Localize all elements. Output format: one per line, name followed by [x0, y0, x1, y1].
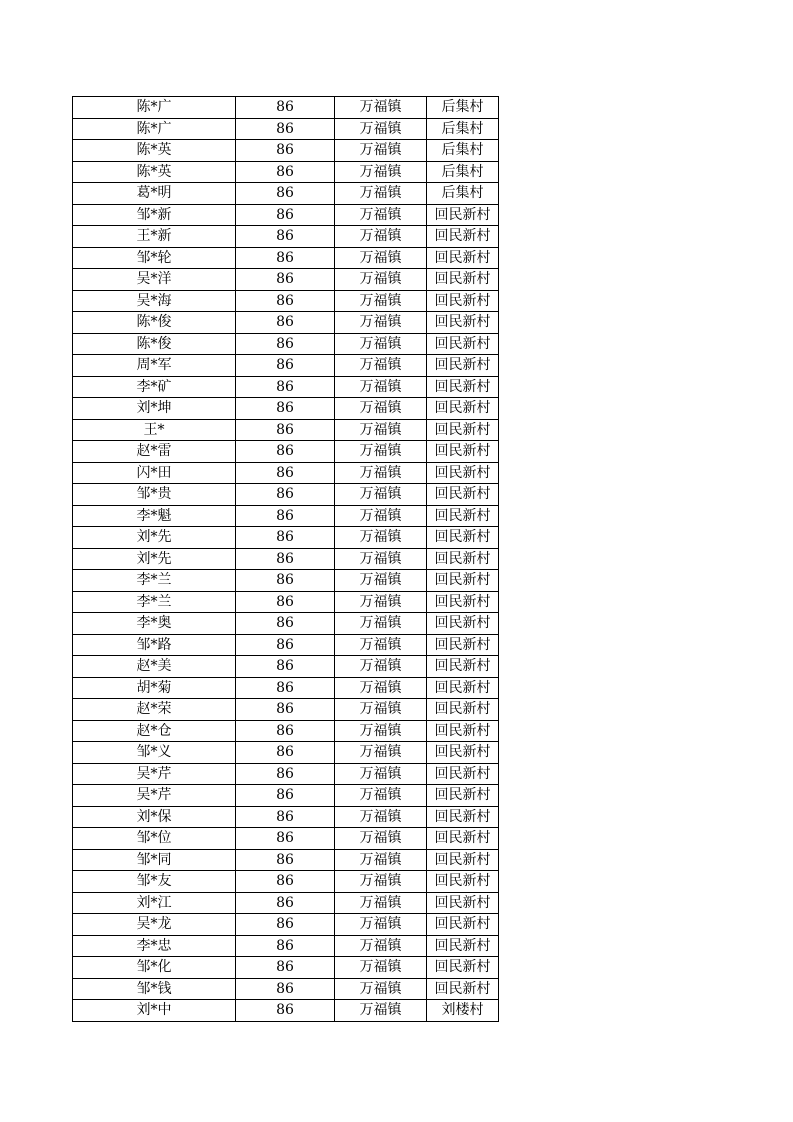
town-cell: 万福镇: [335, 97, 427, 119]
amount-cell: 86: [236, 312, 335, 334]
amount-cell: 86: [236, 785, 335, 807]
name-cell: 李*魁: [73, 505, 236, 527]
amount-cell: 86: [236, 570, 335, 592]
town-cell: 万福镇: [335, 183, 427, 205]
amount-cell: 86: [236, 161, 335, 183]
town-cell: 万福镇: [335, 376, 427, 398]
town-cell: 万福镇: [335, 763, 427, 785]
town-cell: 万福镇: [335, 161, 427, 183]
amount-cell: 86: [236, 957, 335, 979]
town-cell: 万福镇: [335, 871, 427, 893]
village-cell: 回民新村: [427, 613, 499, 635]
village-cell: 回民新村: [427, 892, 499, 914]
village-cell: 回民新村: [427, 355, 499, 377]
amount-cell: 86: [236, 118, 335, 140]
town-cell: 万福镇: [335, 720, 427, 742]
table-row: [73, 957, 499, 979]
amount-cell: 86: [236, 140, 335, 162]
table-row: [73, 97, 499, 119]
amount-cell: 86: [236, 591, 335, 613]
name-cell: 邹*同: [73, 849, 236, 871]
amount-cell: 86: [236, 226, 335, 248]
village-cell: 回民新村: [427, 527, 499, 549]
name-cell: 刘*先: [73, 527, 236, 549]
name-cell: 邹*位: [73, 828, 236, 850]
town-cell: 万福镇: [335, 140, 427, 162]
amount-cell: 86: [236, 742, 335, 764]
table-row: [73, 398, 499, 420]
amount-cell: 86: [236, 871, 335, 893]
name-cell: 刘*坤: [73, 398, 236, 420]
town-cell: 万福镇: [335, 1000, 427, 1022]
table-body: [73, 97, 499, 1022]
name-cell: 李*兰: [73, 570, 236, 592]
village-cell: 回民新村: [427, 290, 499, 312]
table-row: [73, 699, 499, 721]
name-cell: 李*奥: [73, 613, 236, 635]
name-cell: 葛*明: [73, 183, 236, 205]
town-cell: 万福镇: [335, 398, 427, 420]
amount-cell: 86: [236, 484, 335, 506]
name-cell: 邹*化: [73, 957, 236, 979]
name-cell: 陈*俊: [73, 333, 236, 355]
town-cell: 万福镇: [335, 355, 427, 377]
town-cell: 万福镇: [335, 935, 427, 957]
name-cell: 刘*中: [73, 1000, 236, 1022]
village-cell: 回民新村: [427, 742, 499, 764]
village-cell: 回民新村: [427, 828, 499, 850]
town-cell: 万福镇: [335, 656, 427, 678]
village-cell: 回民新村: [427, 548, 499, 570]
table-row: [73, 226, 499, 248]
amount-cell: 86: [236, 505, 335, 527]
amount-cell: 86: [236, 97, 335, 119]
village-cell: 回民新村: [427, 484, 499, 506]
table-row: [73, 419, 499, 441]
name-cell: 赵*美: [73, 656, 236, 678]
village-cell: 回民新村: [427, 247, 499, 269]
amount-cell: 86: [236, 720, 335, 742]
name-cell: 邹*新: [73, 204, 236, 226]
amount-cell: 86: [236, 183, 335, 205]
town-cell: 万福镇: [335, 957, 427, 979]
name-cell: 陈*广: [73, 118, 236, 140]
village-cell: 回民新村: [427, 957, 499, 979]
amount-cell: 86: [236, 806, 335, 828]
village-cell: 回民新村: [427, 312, 499, 334]
name-cell: 邹*贵: [73, 484, 236, 506]
name-cell: 邹*路: [73, 634, 236, 656]
amount-cell: 86: [236, 656, 335, 678]
town-cell: 万福镇: [335, 742, 427, 764]
village-cell: 回民新村: [427, 462, 499, 484]
name-cell: 刘*保: [73, 806, 236, 828]
name-cell: 陈*俊: [73, 312, 236, 334]
amount-cell: 86: [236, 462, 335, 484]
amount-cell: 86: [236, 290, 335, 312]
amount-cell: 86: [236, 978, 335, 1000]
name-cell: 邹*义: [73, 742, 236, 764]
amount-cell: 86: [236, 333, 335, 355]
town-cell: 万福镇: [335, 462, 427, 484]
amount-cell: 86: [236, 247, 335, 269]
name-cell: 李*忠: [73, 935, 236, 957]
amount-cell: 86: [236, 677, 335, 699]
table-row: [73, 871, 499, 893]
table-row: [73, 527, 499, 549]
name-cell: 邹*轮: [73, 247, 236, 269]
town-cell: 万福镇: [335, 806, 427, 828]
village-cell: 回民新村: [427, 720, 499, 742]
name-cell: 李*兰: [73, 591, 236, 613]
village-cell: 回民新村: [427, 591, 499, 613]
name-cell: 李*矿: [73, 376, 236, 398]
village-cell: 回民新村: [427, 269, 499, 291]
town-cell: 万福镇: [335, 290, 427, 312]
name-cell: 吴*芹: [73, 785, 236, 807]
town-cell: 万福镇: [335, 634, 427, 656]
table-row: [73, 462, 499, 484]
table-row: [73, 376, 499, 398]
village-cell: 回民新村: [427, 699, 499, 721]
town-cell: 万福镇: [335, 677, 427, 699]
town-cell: 万福镇: [335, 892, 427, 914]
village-cell: 回民新村: [427, 398, 499, 420]
table-row: [73, 591, 499, 613]
village-cell: 回民新村: [427, 441, 499, 463]
table-row: [73, 892, 499, 914]
table-row: [73, 355, 499, 377]
table-row: [73, 742, 499, 764]
name-cell: 赵*荣: [73, 699, 236, 721]
town-cell: 万福镇: [335, 505, 427, 527]
village-cell: 回民新村: [427, 935, 499, 957]
town-cell: 万福镇: [335, 699, 427, 721]
table-row: [73, 484, 499, 506]
amount-cell: 86: [236, 376, 335, 398]
table-row: [73, 978, 499, 1000]
village-cell: 回民新村: [427, 634, 499, 656]
name-cell: 邹*友: [73, 871, 236, 893]
name-cell: 胡*菊: [73, 677, 236, 699]
table-row: [73, 118, 499, 140]
table-row: [73, 505, 499, 527]
amount-cell: 86: [236, 355, 335, 377]
village-cell: 回民新村: [427, 204, 499, 226]
town-cell: 万福镇: [335, 333, 427, 355]
village-cell: 回民新村: [427, 677, 499, 699]
town-cell: 万福镇: [335, 269, 427, 291]
village-cell: 回民新村: [427, 849, 499, 871]
amount-cell: 86: [236, 849, 335, 871]
amount-cell: 86: [236, 828, 335, 850]
amount-cell: 86: [236, 269, 335, 291]
town-cell: 万福镇: [335, 204, 427, 226]
name-cell: 闪*田: [73, 462, 236, 484]
town-cell: 万福镇: [335, 527, 427, 549]
village-cell: 后集村: [427, 161, 499, 183]
town-cell: 万福镇: [335, 570, 427, 592]
table-row: [73, 247, 499, 269]
town-cell: 万福镇: [335, 484, 427, 506]
village-cell: 后集村: [427, 118, 499, 140]
table-row: [73, 914, 499, 936]
name-cell: 陈*英: [73, 161, 236, 183]
table-row: [73, 677, 499, 699]
name-cell: 吴*龙: [73, 914, 236, 936]
name-cell: 刘*江: [73, 892, 236, 914]
town-cell: 万福镇: [335, 312, 427, 334]
table-row: [73, 204, 499, 226]
amount-cell: 86: [236, 699, 335, 721]
name-cell: 赵*仓: [73, 720, 236, 742]
village-cell: 回民新村: [427, 226, 499, 248]
amount-cell: 86: [236, 527, 335, 549]
amount-cell: 86: [236, 548, 335, 570]
table-row: [73, 548, 499, 570]
village-cell: 回民新村: [427, 806, 499, 828]
table-row: [73, 161, 499, 183]
village-cell: 回民新村: [427, 785, 499, 807]
table-row: [73, 333, 499, 355]
table-row: [73, 656, 499, 678]
name-cell: 赵*雷: [73, 441, 236, 463]
village-cell: 后集村: [427, 183, 499, 205]
town-cell: 万福镇: [335, 226, 427, 248]
data-table: [72, 96, 499, 1022]
name-cell: 王*: [73, 419, 236, 441]
town-cell: 万福镇: [335, 118, 427, 140]
table-row: [73, 290, 499, 312]
name-cell: 周*军: [73, 355, 236, 377]
town-cell: 万福镇: [335, 419, 427, 441]
town-cell: 万福镇: [335, 613, 427, 635]
village-cell: 回民新村: [427, 505, 499, 527]
name-cell: 刘*先: [73, 548, 236, 570]
village-cell: 回民新村: [427, 376, 499, 398]
village-cell: 回民新村: [427, 419, 499, 441]
town-cell: 万福镇: [335, 978, 427, 1000]
amount-cell: 86: [236, 613, 335, 635]
village-cell: 后集村: [427, 97, 499, 119]
amount-cell: 86: [236, 419, 335, 441]
town-cell: 万福镇: [335, 548, 427, 570]
village-cell: 回民新村: [427, 333, 499, 355]
name-cell: 王*新: [73, 226, 236, 248]
amount-cell: 86: [236, 935, 335, 957]
name-cell: 陈*英: [73, 140, 236, 162]
name-cell: 陈*广: [73, 97, 236, 119]
village-cell: 回民新村: [427, 656, 499, 678]
table-row: [73, 312, 499, 334]
village-cell: 回民新村: [427, 914, 499, 936]
table-row: [73, 785, 499, 807]
town-cell: 万福镇: [335, 849, 427, 871]
village-cell: 回民新村: [427, 978, 499, 1000]
amount-cell: 86: [236, 204, 335, 226]
town-cell: 万福镇: [335, 441, 427, 463]
amount-cell: 86: [236, 763, 335, 785]
table-row: [73, 1000, 499, 1022]
amount-cell: 86: [236, 892, 335, 914]
table-row: [73, 634, 499, 656]
amount-cell: 86: [236, 914, 335, 936]
table-row: [73, 806, 499, 828]
town-cell: 万福镇: [335, 828, 427, 850]
table-row: [73, 720, 499, 742]
table-row: [73, 570, 499, 592]
table-row: [73, 140, 499, 162]
name-cell: 吴*海: [73, 290, 236, 312]
town-cell: 万福镇: [335, 591, 427, 613]
table-row: [73, 613, 499, 635]
table-row: [73, 828, 499, 850]
amount-cell: 86: [236, 441, 335, 463]
table-row: [73, 849, 499, 871]
table-row: [73, 441, 499, 463]
amount-cell: 86: [236, 634, 335, 656]
town-cell: 万福镇: [335, 914, 427, 936]
village-cell: 回民新村: [427, 763, 499, 785]
village-cell: 回民新村: [427, 871, 499, 893]
amount-cell: 86: [236, 398, 335, 420]
amount-cell: 86: [236, 1000, 335, 1022]
name-cell: 邹*钱: [73, 978, 236, 1000]
town-cell: 万福镇: [335, 247, 427, 269]
village-cell: 回民新村: [427, 570, 499, 592]
name-cell: 吴*芹: [73, 763, 236, 785]
town-cell: 万福镇: [335, 785, 427, 807]
table-row: [73, 183, 499, 205]
village-cell: 刘楼村: [427, 1000, 499, 1022]
name-cell: 吴*洋: [73, 269, 236, 291]
table-row: [73, 935, 499, 957]
village-cell: 后集村: [427, 140, 499, 162]
table-row: [73, 269, 499, 291]
table-row: [73, 763, 499, 785]
